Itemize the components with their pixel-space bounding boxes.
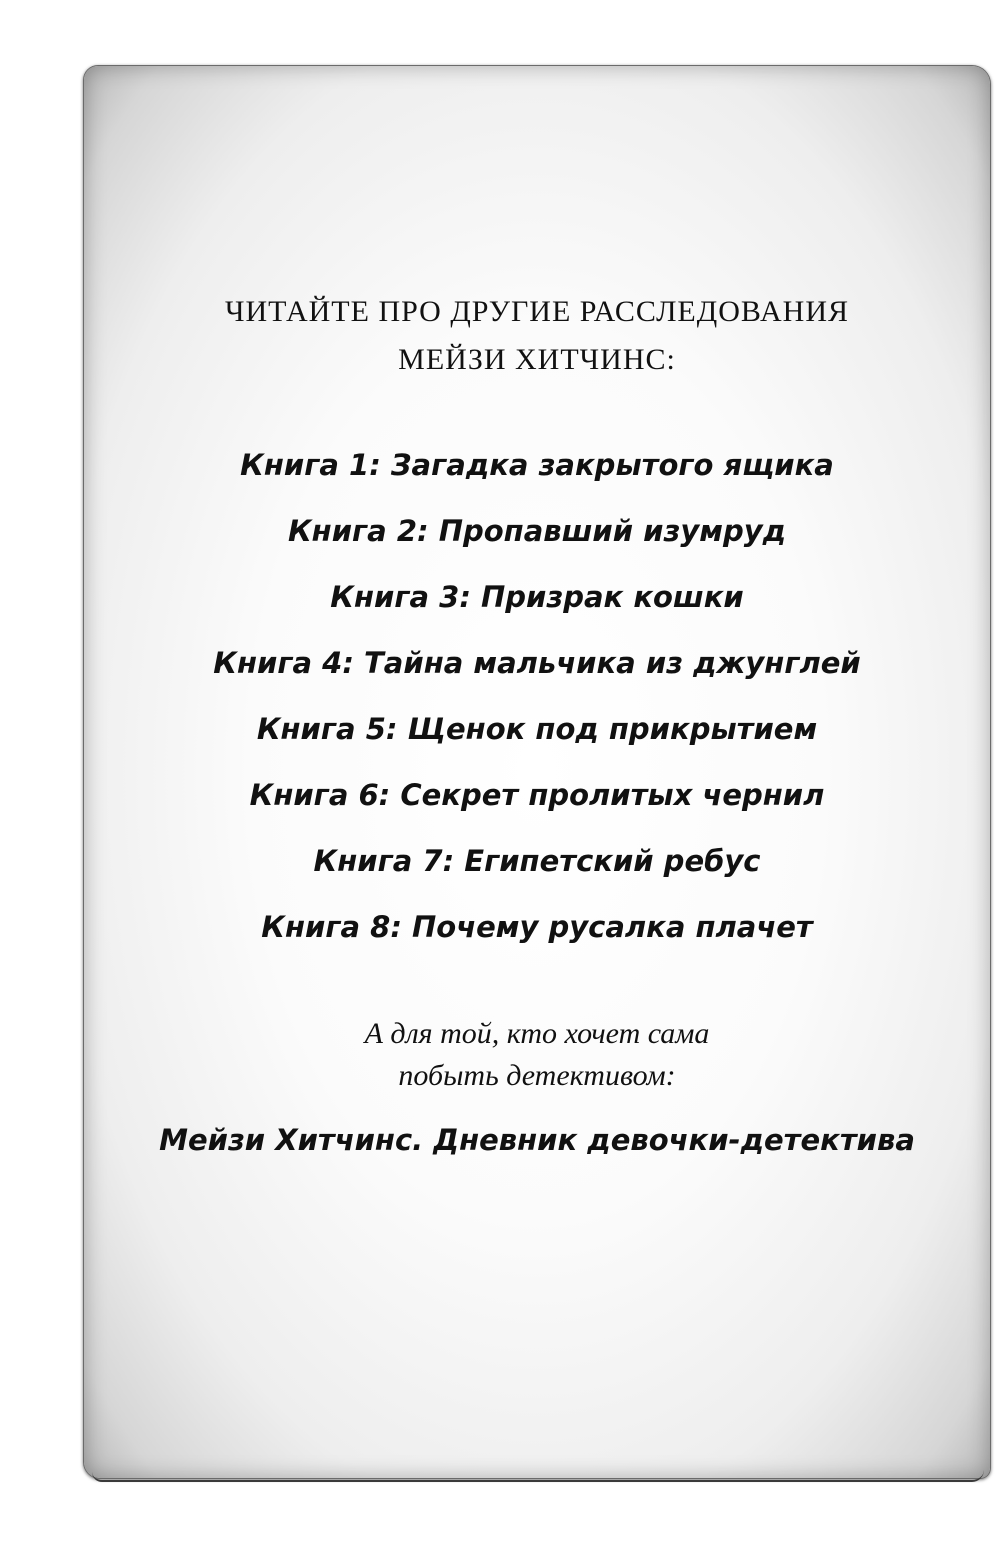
book-item-2: Книга 2: Пропавший изумруд bbox=[287, 514, 787, 548]
book-item-5: Книга 5: Щенок под прикрытием bbox=[256, 712, 818, 746]
book-item-1: Книга 1: Загадка закрытого ящика bbox=[240, 448, 834, 482]
note-line-2: побыть детективом: bbox=[398, 1059, 676, 1092]
series-heading-line-1: ЧИТАЙТЕ ПРО ДРУГИЕ РАССЛЕДОВАНИЯ bbox=[224, 295, 850, 328]
diary-title: Мейзи Хитчинс. Дневник девочки-детектива bbox=[159, 1123, 915, 1157]
paper-edge bbox=[92, 1470, 984, 1482]
series-heading-line-2: МЕЙЗИ ХИТЧИНС: bbox=[398, 343, 676, 376]
book-list bbox=[84, 440, 990, 968]
book-item-3: Книга 3: Призрак кошки bbox=[330, 580, 744, 614]
book-item-8: Книга 8: Почему русалка плачет bbox=[261, 910, 813, 944]
book-item-7: Книга 7: Египетский ребус bbox=[313, 844, 761, 878]
book-item-6: Книга 6: Секрет пролитых чернил bbox=[249, 778, 825, 812]
note-line-1: А для той, кто хочет сама bbox=[364, 1017, 710, 1050]
book-item-4: Книга 4: Тайна мальчика из джунглей bbox=[213, 646, 861, 680]
